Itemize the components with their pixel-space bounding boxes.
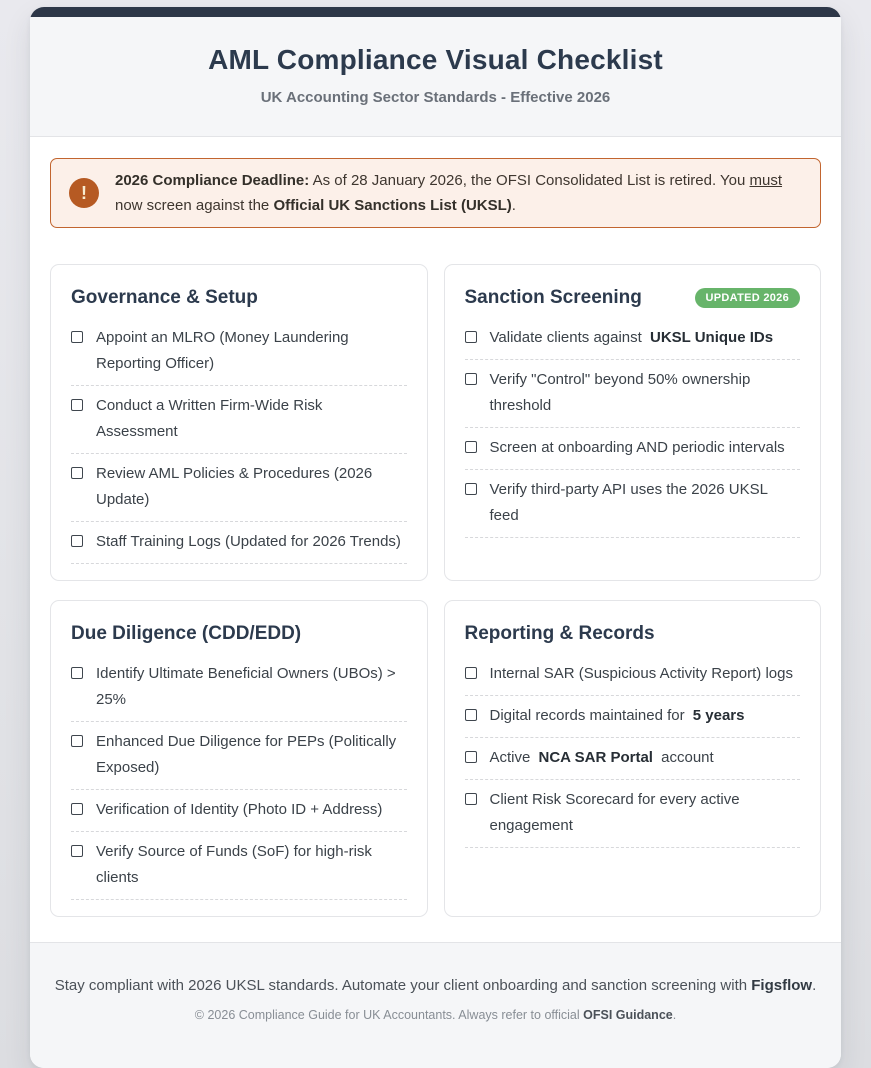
checkbox[interactable] bbox=[465, 373, 477, 385]
item-label bbox=[490, 703, 749, 729]
item-label-text: Digital records maintained for bbox=[489, 707, 689, 725]
section-title-governance-setup: Governance & Setup bbox=[71, 287, 258, 309]
checklist-item bbox=[71, 832, 407, 900]
item-label-text: Verification of Identity (Photo ID + Address) bbox=[96, 801, 383, 819]
updated-badge: UPDATED 2026 bbox=[695, 288, 800, 308]
warning-icon bbox=[69, 178, 99, 208]
item-label bbox=[490, 367, 801, 419]
footer-copyright bbox=[54, 1008, 817, 1022]
checklist-item bbox=[71, 318, 407, 386]
item-label-emphasis: UKSL Unique IDs bbox=[649, 329, 774, 347]
checklist-grid bbox=[50, 264, 821, 917]
checklist-item bbox=[71, 654, 407, 722]
main-content bbox=[30, 137, 841, 942]
item-label-emphasis: NCA SAR Portal bbox=[538, 749, 653, 767]
checklist-item bbox=[465, 360, 801, 428]
alert-text bbox=[115, 168, 802, 218]
footer-copyright-end: . bbox=[672, 1008, 677, 1023]
checklist-item bbox=[71, 386, 407, 454]
item-label-text: Screen at onboarding AND periodic intervals bbox=[489, 439, 785, 457]
alert-heading: 2026 Compliance Deadline: bbox=[115, 172, 310, 189]
checklist-due-diligence bbox=[71, 654, 407, 900]
checklist-item bbox=[71, 454, 407, 522]
checklist-item bbox=[465, 470, 801, 538]
card-head-governance-setup bbox=[71, 287, 407, 309]
section-title-sanction-screening: Sanction Screening bbox=[464, 287, 642, 309]
item-label-text: Internal SAR (Suspicious Activity Report) logs bbox=[489, 665, 793, 683]
card-head-reporting-records bbox=[465, 623, 801, 645]
checklist-item bbox=[465, 696, 801, 738]
warning-icon-glyph: ! bbox=[81, 182, 87, 203]
checkbox[interactable] bbox=[465, 751, 477, 763]
page-header bbox=[30, 17, 841, 137]
item-label bbox=[490, 435, 785, 461]
checkbox[interactable] bbox=[71, 735, 83, 747]
item-label bbox=[490, 477, 801, 529]
checklist-item bbox=[71, 722, 407, 790]
page-title: AML Compliance Visual Checklist bbox=[208, 44, 663, 75]
checklist-card-sanction-screening bbox=[444, 264, 822, 581]
checkbox[interactable] bbox=[71, 399, 83, 411]
item-label-text: Validate clients against bbox=[489, 329, 646, 347]
page-card bbox=[30, 7, 841, 1068]
checklist-item bbox=[71, 790, 407, 832]
page bbox=[0, 7, 871, 1068]
checklist-item bbox=[465, 318, 801, 360]
item-label bbox=[490, 745, 714, 771]
checklist-item bbox=[465, 428, 801, 470]
checkbox[interactable] bbox=[465, 331, 477, 343]
item-label-text: Verify third-party API uses the 2026 UKSL feed bbox=[489, 481, 768, 525]
item-label bbox=[96, 529, 401, 555]
compliance-alert bbox=[50, 158, 821, 228]
checklist-sanction-screening bbox=[465, 318, 801, 538]
checkbox[interactable] bbox=[71, 667, 83, 679]
item-label-text: Enhanced Due Diligence for PEPs (Politically Exposed) bbox=[96, 733, 397, 777]
checkbox[interactable] bbox=[71, 845, 83, 857]
alert-must-word: must bbox=[749, 172, 783, 189]
checklist-reporting-records bbox=[465, 654, 801, 848]
page-footer bbox=[30, 942, 841, 1068]
footer-copyright-text: © 2026 Compliance Guide for UK Accountants. Always refer to official bbox=[194, 1008, 584, 1023]
checklist-item bbox=[465, 738, 801, 780]
checkbox[interactable] bbox=[71, 331, 83, 343]
item-label bbox=[96, 729, 407, 781]
section-title-reporting-records: Reporting & Records bbox=[464, 623, 655, 645]
item-label-text: Conduct a Written Firm-Wide Risk Assessment bbox=[96, 397, 323, 441]
footer-tagline-text: Stay compliant with 2026 UKSL standards. Automate your client onboarding and sanction screening with bbox=[54, 977, 752, 995]
item-label bbox=[96, 797, 382, 823]
checkbox[interactable] bbox=[71, 535, 83, 547]
checkbox[interactable] bbox=[465, 667, 477, 679]
checklist-item bbox=[71, 522, 407, 564]
item-label bbox=[96, 461, 407, 513]
checklist-item bbox=[465, 780, 801, 848]
footer-tagline bbox=[54, 977, 817, 994]
checkbox[interactable] bbox=[71, 467, 83, 479]
item-label-text: Staff Training Logs (Updated for 2026 Trends) bbox=[96, 533, 401, 551]
item-label-text: account bbox=[656, 749, 714, 767]
alert-text-part3: . bbox=[511, 197, 516, 215]
checkbox[interactable] bbox=[465, 441, 477, 453]
checkbox[interactable] bbox=[465, 709, 477, 721]
card-head-sanction-screening bbox=[465, 287, 801, 309]
item-label-text: Review AML Policies & Procedures (2026 Update) bbox=[96, 465, 373, 509]
checklist-governance-setup bbox=[71, 318, 407, 564]
ofsi-guidance-link: OFSI Guidance bbox=[583, 1008, 673, 1023]
item-label-text: Active bbox=[489, 749, 535, 767]
alert-text-part2: now screen against the bbox=[115, 197, 274, 215]
checkbox[interactable] bbox=[465, 483, 477, 495]
item-label-emphasis: 5 years bbox=[692, 707, 745, 725]
item-label bbox=[96, 325, 407, 377]
checklist-card-due-diligence bbox=[50, 600, 428, 917]
item-label-text: Verify Source of Funds (SoF) for high-risk clients bbox=[96, 843, 372, 887]
item-label-text: Appoint an MLRO (Money Laundering Reporting Officer) bbox=[96, 329, 349, 373]
alert-text-part1: As of 28 January 2026, the OFSI Consolidated List is retired. You bbox=[309, 172, 750, 189]
item-label bbox=[96, 839, 407, 891]
alert-uksl-link: Official UK Sanctions List (UKSL) bbox=[273, 197, 512, 215]
item-label-text: Verify "Control" beyond 50% ownership threshold bbox=[489, 371, 751, 415]
item-label bbox=[96, 661, 407, 713]
page-subtitle: UK Accounting Sector Standards - Effective 2026 bbox=[260, 89, 611, 106]
section-title-due-diligence: Due Diligence (CDD/EDD) bbox=[71, 623, 302, 645]
item-label-text: Identify Ultimate Beneficial Owners (UBOs) > 25% bbox=[96, 665, 396, 709]
figsflow-brand: Figsflow bbox=[751, 977, 813, 995]
item-label bbox=[490, 325, 778, 351]
item-label bbox=[96, 393, 407, 445]
checkbox[interactable] bbox=[465, 793, 477, 805]
item-label bbox=[490, 787, 801, 839]
card-head-due-diligence bbox=[71, 623, 407, 645]
item-label bbox=[490, 661, 793, 687]
item-label-text: Client Risk Scorecard for every active engagement bbox=[489, 791, 740, 835]
checkbox[interactable] bbox=[71, 803, 83, 815]
checklist-card-governance-setup bbox=[50, 264, 428, 581]
checklist-item bbox=[465, 654, 801, 696]
checklist-card-reporting-records bbox=[444, 600, 822, 917]
footer-tagline-end: . bbox=[812, 977, 817, 995]
top-accent-bar bbox=[30, 7, 841, 17]
